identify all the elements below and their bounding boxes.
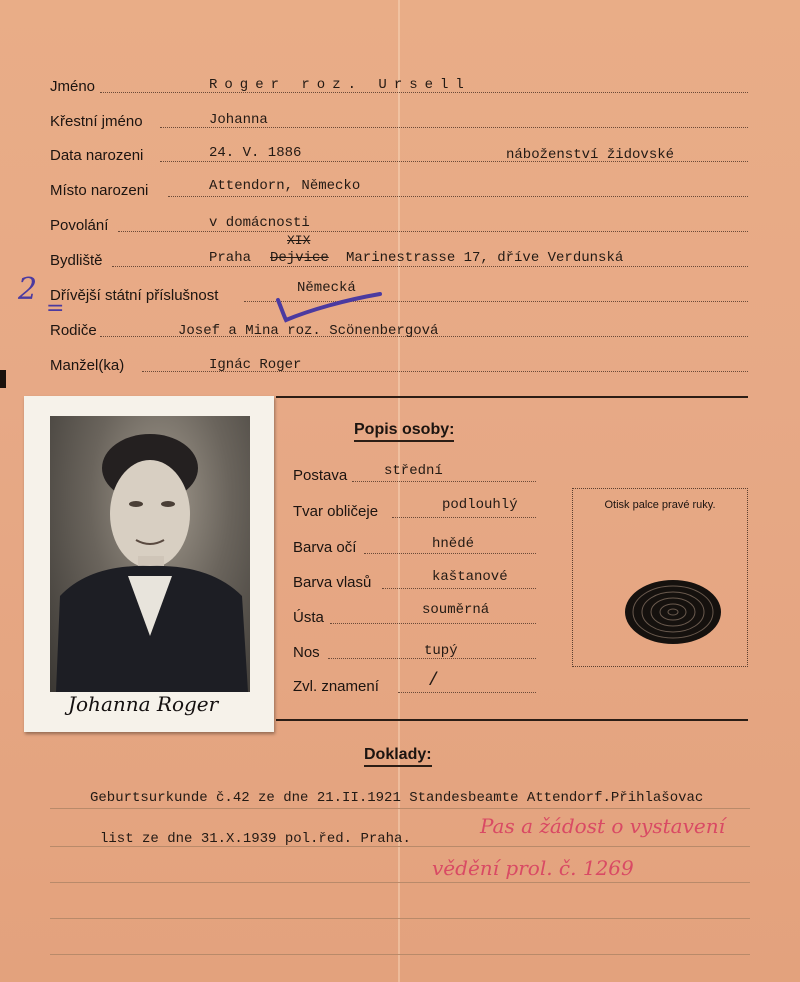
value-jmeno: Roger roz. Ursell [209, 77, 471, 93]
value-data-narozeni: 24. V. 1886 [209, 145, 302, 161]
value-bydliste-city: Praha [209, 250, 252, 266]
label-rodice: Rodiče [50, 322, 97, 339]
dotline [330, 623, 536, 624]
value-bydliste-struck: Dejvice [270, 250, 329, 266]
value-bydliste-insert: XIX [287, 233, 311, 248]
handwritten-note-1: Pas a žádost o vystavení [480, 814, 725, 838]
value-drivejsi: Německá [297, 280, 356, 296]
label-jmeno: Jméno [50, 78, 96, 95]
label-data-narozeni: Data narozeni [50, 147, 144, 164]
value-misto-narozeni: Attendorn, Německo [209, 178, 361, 194]
popis-label-znameni: Zvl. znamení [293, 678, 379, 695]
value-manzel: Ignác Roger [209, 357, 302, 373]
popis-label-vlasu: Barva vlasů [293, 574, 372, 591]
popis-value-usta: souměrná [422, 602, 490, 618]
popis-value-postava: střední [384, 463, 443, 479]
dotline [364, 553, 536, 554]
popis-label-usta: Ústa [293, 609, 324, 626]
doklady-line-1: Geburtsurkunde č.42 ze dne 21.II.1921 Standesbeamte Attendorf.Přihlašovac [90, 790, 704, 806]
portrait-figure [50, 416, 250, 692]
label-krestni-jmeno: Křestní jméno [50, 113, 143, 130]
margin-mark-2: = [46, 296, 65, 321]
popis-heading: Popis osoby: [354, 421, 454, 442]
portrait-photo [50, 416, 250, 692]
dotline [398, 692, 536, 693]
doklady-line-2: list ze dne 31.X.1939 pol.řed. Praha. [100, 831, 411, 847]
value-povolani: v domácnosti [209, 215, 310, 231]
section-divider [276, 719, 748, 721]
label-misto-narozeni: Místo narozeni [50, 182, 149, 199]
dotline [352, 481, 536, 482]
ruled-line [50, 846, 750, 847]
photo-card [24, 396, 274, 732]
popis-value-nos: tupý [424, 643, 458, 659]
label-povolani: Povolání [50, 217, 109, 234]
handwritten-note-2: vědění prol. č. 1269 [432, 856, 634, 880]
value-bydliste: Marinestrasse 17, dříve Verdunská [346, 250, 624, 266]
doklady-heading: Doklady: [364, 746, 432, 767]
ruled-line [50, 882, 750, 883]
thumbprint-box [572, 488, 748, 667]
popis-label-nos: Nos [293, 644, 320, 661]
margin-mark-1: 2 [18, 272, 38, 307]
ruled-line [50, 918, 750, 919]
signature: Johanna Roger [68, 692, 219, 716]
popis-value-vlasu: kaštanové [432, 569, 508, 585]
ruled-line [50, 954, 750, 955]
popis-value-tvar: podlouhlý [442, 497, 518, 513]
value-krestni-jmeno: Johanna [209, 112, 268, 128]
checkmark-mark [278, 294, 380, 320]
section-divider [276, 396, 748, 398]
popis-value-oci: hnědé [432, 536, 475, 552]
dotline [382, 588, 536, 589]
popis-label-oci: Barva očí [293, 539, 357, 556]
thumbprint [623, 577, 723, 647]
popis-label-postava: Postava [293, 467, 348, 484]
thumbprint-label: Otisk palce pravé ruky. [604, 499, 716, 511]
label-drivejsi: Dřívější státní příslušnost [50, 287, 219, 304]
dotline [392, 517, 536, 518]
label-manzel: Manžel(ka) [50, 357, 125, 374]
dotline [168, 196, 748, 197]
popis-value-znameni: / [428, 671, 439, 691]
ruled-line [50, 808, 750, 809]
value-rodice: Josef a Mina roz. Scönenbergová [178, 323, 439, 339]
label-bydliste: Bydliště [50, 252, 103, 269]
popis-label-tvar: Tvar obličeje [293, 503, 379, 520]
edge-mark [0, 370, 6, 388]
value-nabozenstvi: náboženství židovské [506, 147, 675, 163]
